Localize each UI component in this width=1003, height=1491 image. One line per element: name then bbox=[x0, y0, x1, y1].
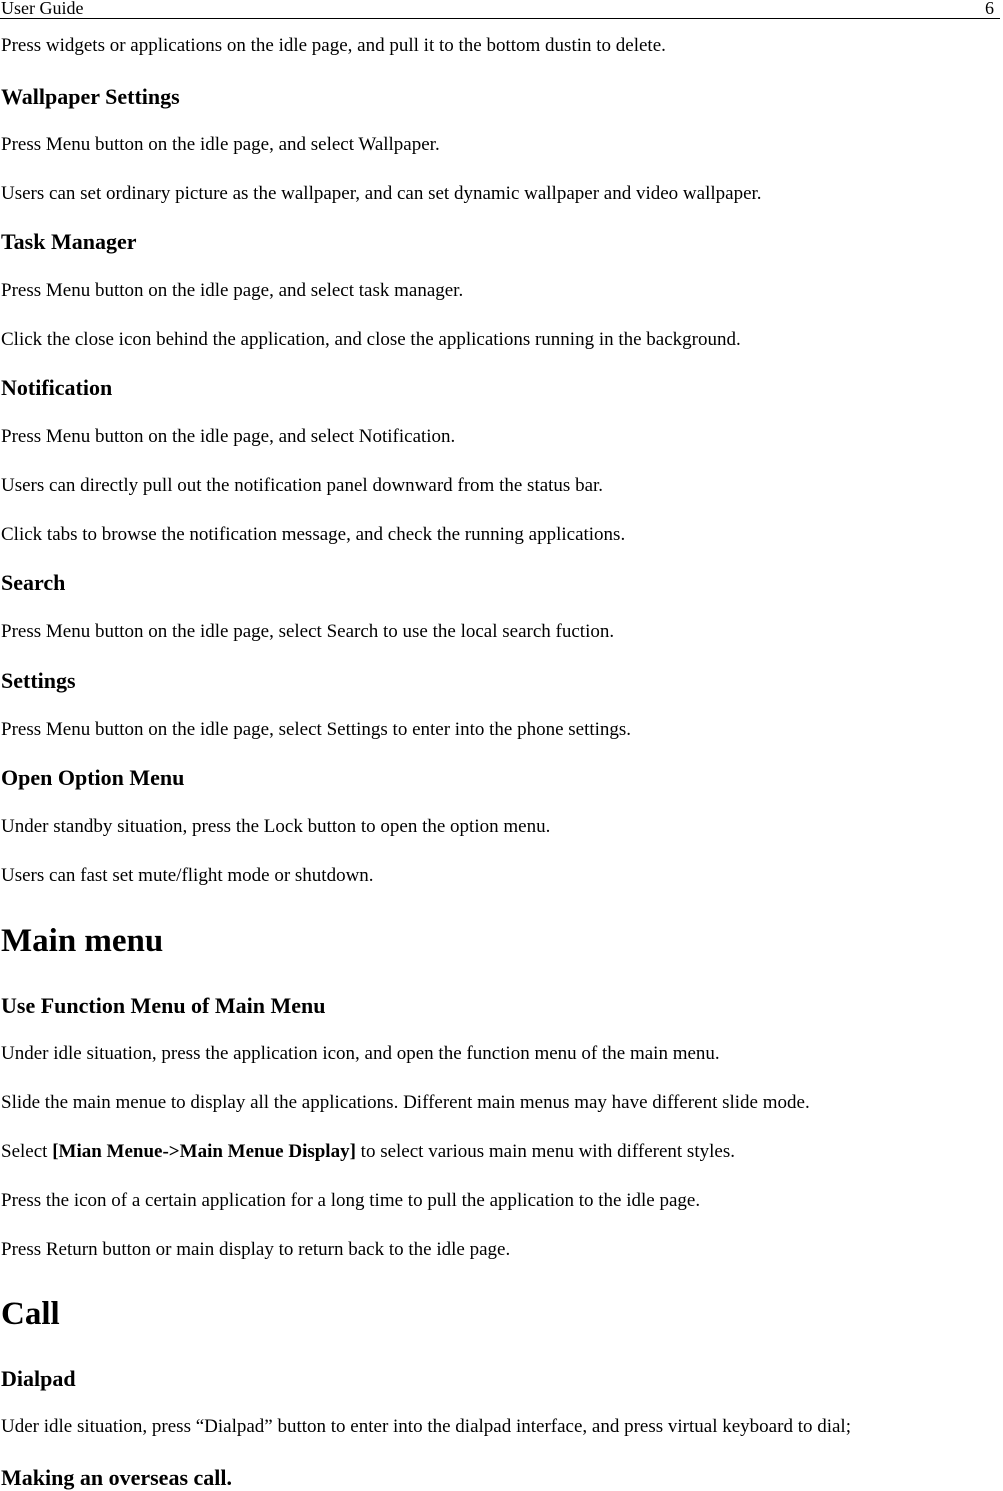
paragraph: Press widgets or applications on the idle page, and pull it to the bottom dustin to delete. bbox=[1, 35, 666, 56]
paragraph: Under standby situation, press the Lock button to open the option menu. bbox=[1, 816, 551, 837]
paragraph: Users can directly pull out the notification panel downward from the status bar. bbox=[1, 475, 604, 496]
subsection-heading: Dialpad bbox=[1, 1366, 76, 1391]
paragraph: Press Return button or main display to return back to the idle page. bbox=[1, 1239, 511, 1260]
subsection-heading: Use Function Menu of Main Menu bbox=[1, 993, 326, 1018]
paragraph: Users can set ordinary picture as the wallpaper, and can set dynamic wallpaper and video wallpaper. bbox=[1, 183, 762, 204]
paragraph-text: to select various main menu with different styles. bbox=[355, 1141, 735, 1162]
paragraph: Press the icon of a certain application for a long time to pull the application to the idle page. bbox=[1, 1190, 701, 1211]
subsection-heading: Wallpaper Settings bbox=[1, 84, 180, 109]
paragraph: Slide the main menue to display all the applications. Different main menus may have different slide mode. bbox=[1, 1092, 810, 1113]
paragraph bbox=[1, 1141, 735, 1163]
paragraph: Users can fast set mute/flight mode or shutdown. bbox=[1, 865, 374, 886]
paragraph: Under idle situation, press the application icon, and open the function menu of the main menu. bbox=[1, 1043, 720, 1064]
subsection-heading: Open Option Menu bbox=[1, 765, 185, 790]
paragraph: Press Menu button on the idle page, and select task manager. bbox=[1, 280, 464, 301]
page-number: 6 bbox=[985, 0, 994, 18]
page-header bbox=[0, 0, 1000, 19]
paragraph: Press Menu button on the idle page, and select Wallpaper. bbox=[1, 134, 440, 155]
paragraph: Click tabs to browse the notification message, and check the running applications. bbox=[1, 524, 626, 545]
subsection-heading: Search bbox=[1, 570, 66, 595]
subsection-heading: Making an overseas call. bbox=[1, 1465, 232, 1490]
paragraph-text: Select bbox=[1, 1141, 53, 1162]
menu-path: [Mian Menue->Main Menue Display] bbox=[52, 1141, 356, 1162]
paragraph: Uder idle situation, press “Dialpad” button to enter into the dialpad interface, and press virtual keyboard to dial; bbox=[1, 1416, 851, 1437]
paragraph: Press Menu button on the idle page, select Search to use the local search fuction. bbox=[1, 621, 615, 642]
section-heading: Main menu bbox=[1, 923, 164, 959]
section-heading: Call bbox=[1, 1296, 60, 1332]
paragraph: Click the close icon behind the application, and close the applications running in the background. bbox=[1, 329, 741, 350]
subsection-heading: Task Manager bbox=[1, 229, 137, 254]
paragraph: Press Menu button on the idle page, select Settings to enter into the phone settings. bbox=[1, 719, 632, 740]
subsection-heading: Notification bbox=[1, 375, 113, 400]
subsection-heading: Settings bbox=[1, 668, 76, 693]
header-title: User Guide bbox=[1, 0, 84, 18]
paragraph: Press Menu button on the idle page, and select Notification. bbox=[1, 426, 456, 447]
